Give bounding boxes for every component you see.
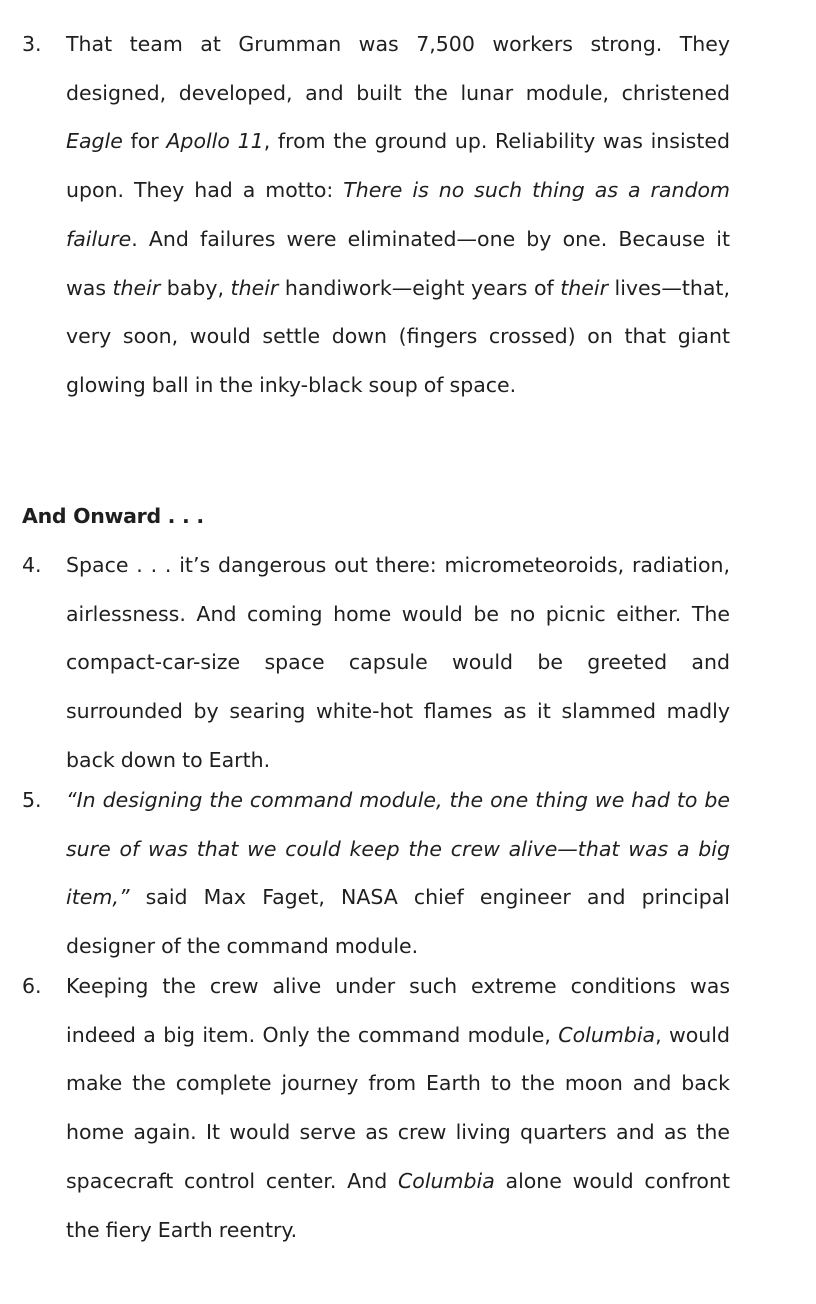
paragraph-text — [66, 541, 730, 785]
text-run: , from the ground up. Reliability was insisted upon. They had a motto: — [66, 129, 730, 203]
italic-text: Columbia — [397, 1168, 495, 1193]
text-run: lives—that, very soon, would settle down (fingers crossed) on that giant glowing ball in the inky-black soup of space. — [66, 275, 730, 397]
text-run: Space . . . it’s dangerous out there: micrometeoroids, radiation, airlessness. And coming home would be no picnic either. The compact-car-size space capsule would be greeted and surrounded by searing white-hot flames as it slammed madly back down to Earth. — [66, 553, 730, 772]
paragraph-text — [66, 20, 730, 410]
text-run: said Max Faget, NASA chief engineer and principal designer of the command module. — [66, 885, 730, 959]
item-number: 6. — [22, 974, 42, 998]
paragraph-item-5 — [22, 776, 730, 971]
text-run: , would make the complete journey from Earth to the moon and back home again. It would serve as crew living quarters and as the spacecraft control center. And — [66, 1022, 730, 1193]
italic-text: their — [230, 275, 279, 300]
item-number: 5. — [22, 788, 42, 812]
item-number: 4. — [22, 553, 42, 577]
italic-text: There is no such thing as a random failure — [66, 178, 730, 251]
text-run: That team at Grumman was 7,500 workers strong. They designed, developed, and built the lunar module, christened — [66, 32, 730, 105]
item-number: 3. — [22, 32, 42, 56]
italic-text: their — [560, 275, 609, 300]
text-run: alone would confront the fiery Earth reentry. — [66, 1168, 730, 1242]
paragraph-item-6 — [22, 962, 730, 1254]
paragraph-text — [66, 776, 730, 971]
italic-text: Apollo 11 — [166, 129, 264, 154]
text-run: Keeping the crew alive under such extreme conditions was indeed a big item. Only the command module, — [66, 974, 730, 1047]
text-run: for — [122, 129, 167, 154]
italic-text: their — [112, 275, 161, 300]
paragraph-text — [66, 962, 730, 1254]
paragraph-item-3 — [22, 20, 730, 410]
paragraph-item-4 — [22, 541, 730, 785]
text-run: handiwork—eight years of — [278, 275, 561, 300]
italic-text: “In designing the command module, the one thing we had to be sure of was that we could keep the crew alive—that was a big item,” — [66, 788, 730, 910]
italic-text: Eagle — [66, 129, 123, 154]
text-run: baby, — [160, 275, 231, 300]
text-run: . And failures were eliminated—one by one. Because it was — [66, 226, 730, 300]
italic-text: Columbia — [558, 1022, 656, 1047]
section-heading: And Onward . . . — [22, 504, 204, 528]
